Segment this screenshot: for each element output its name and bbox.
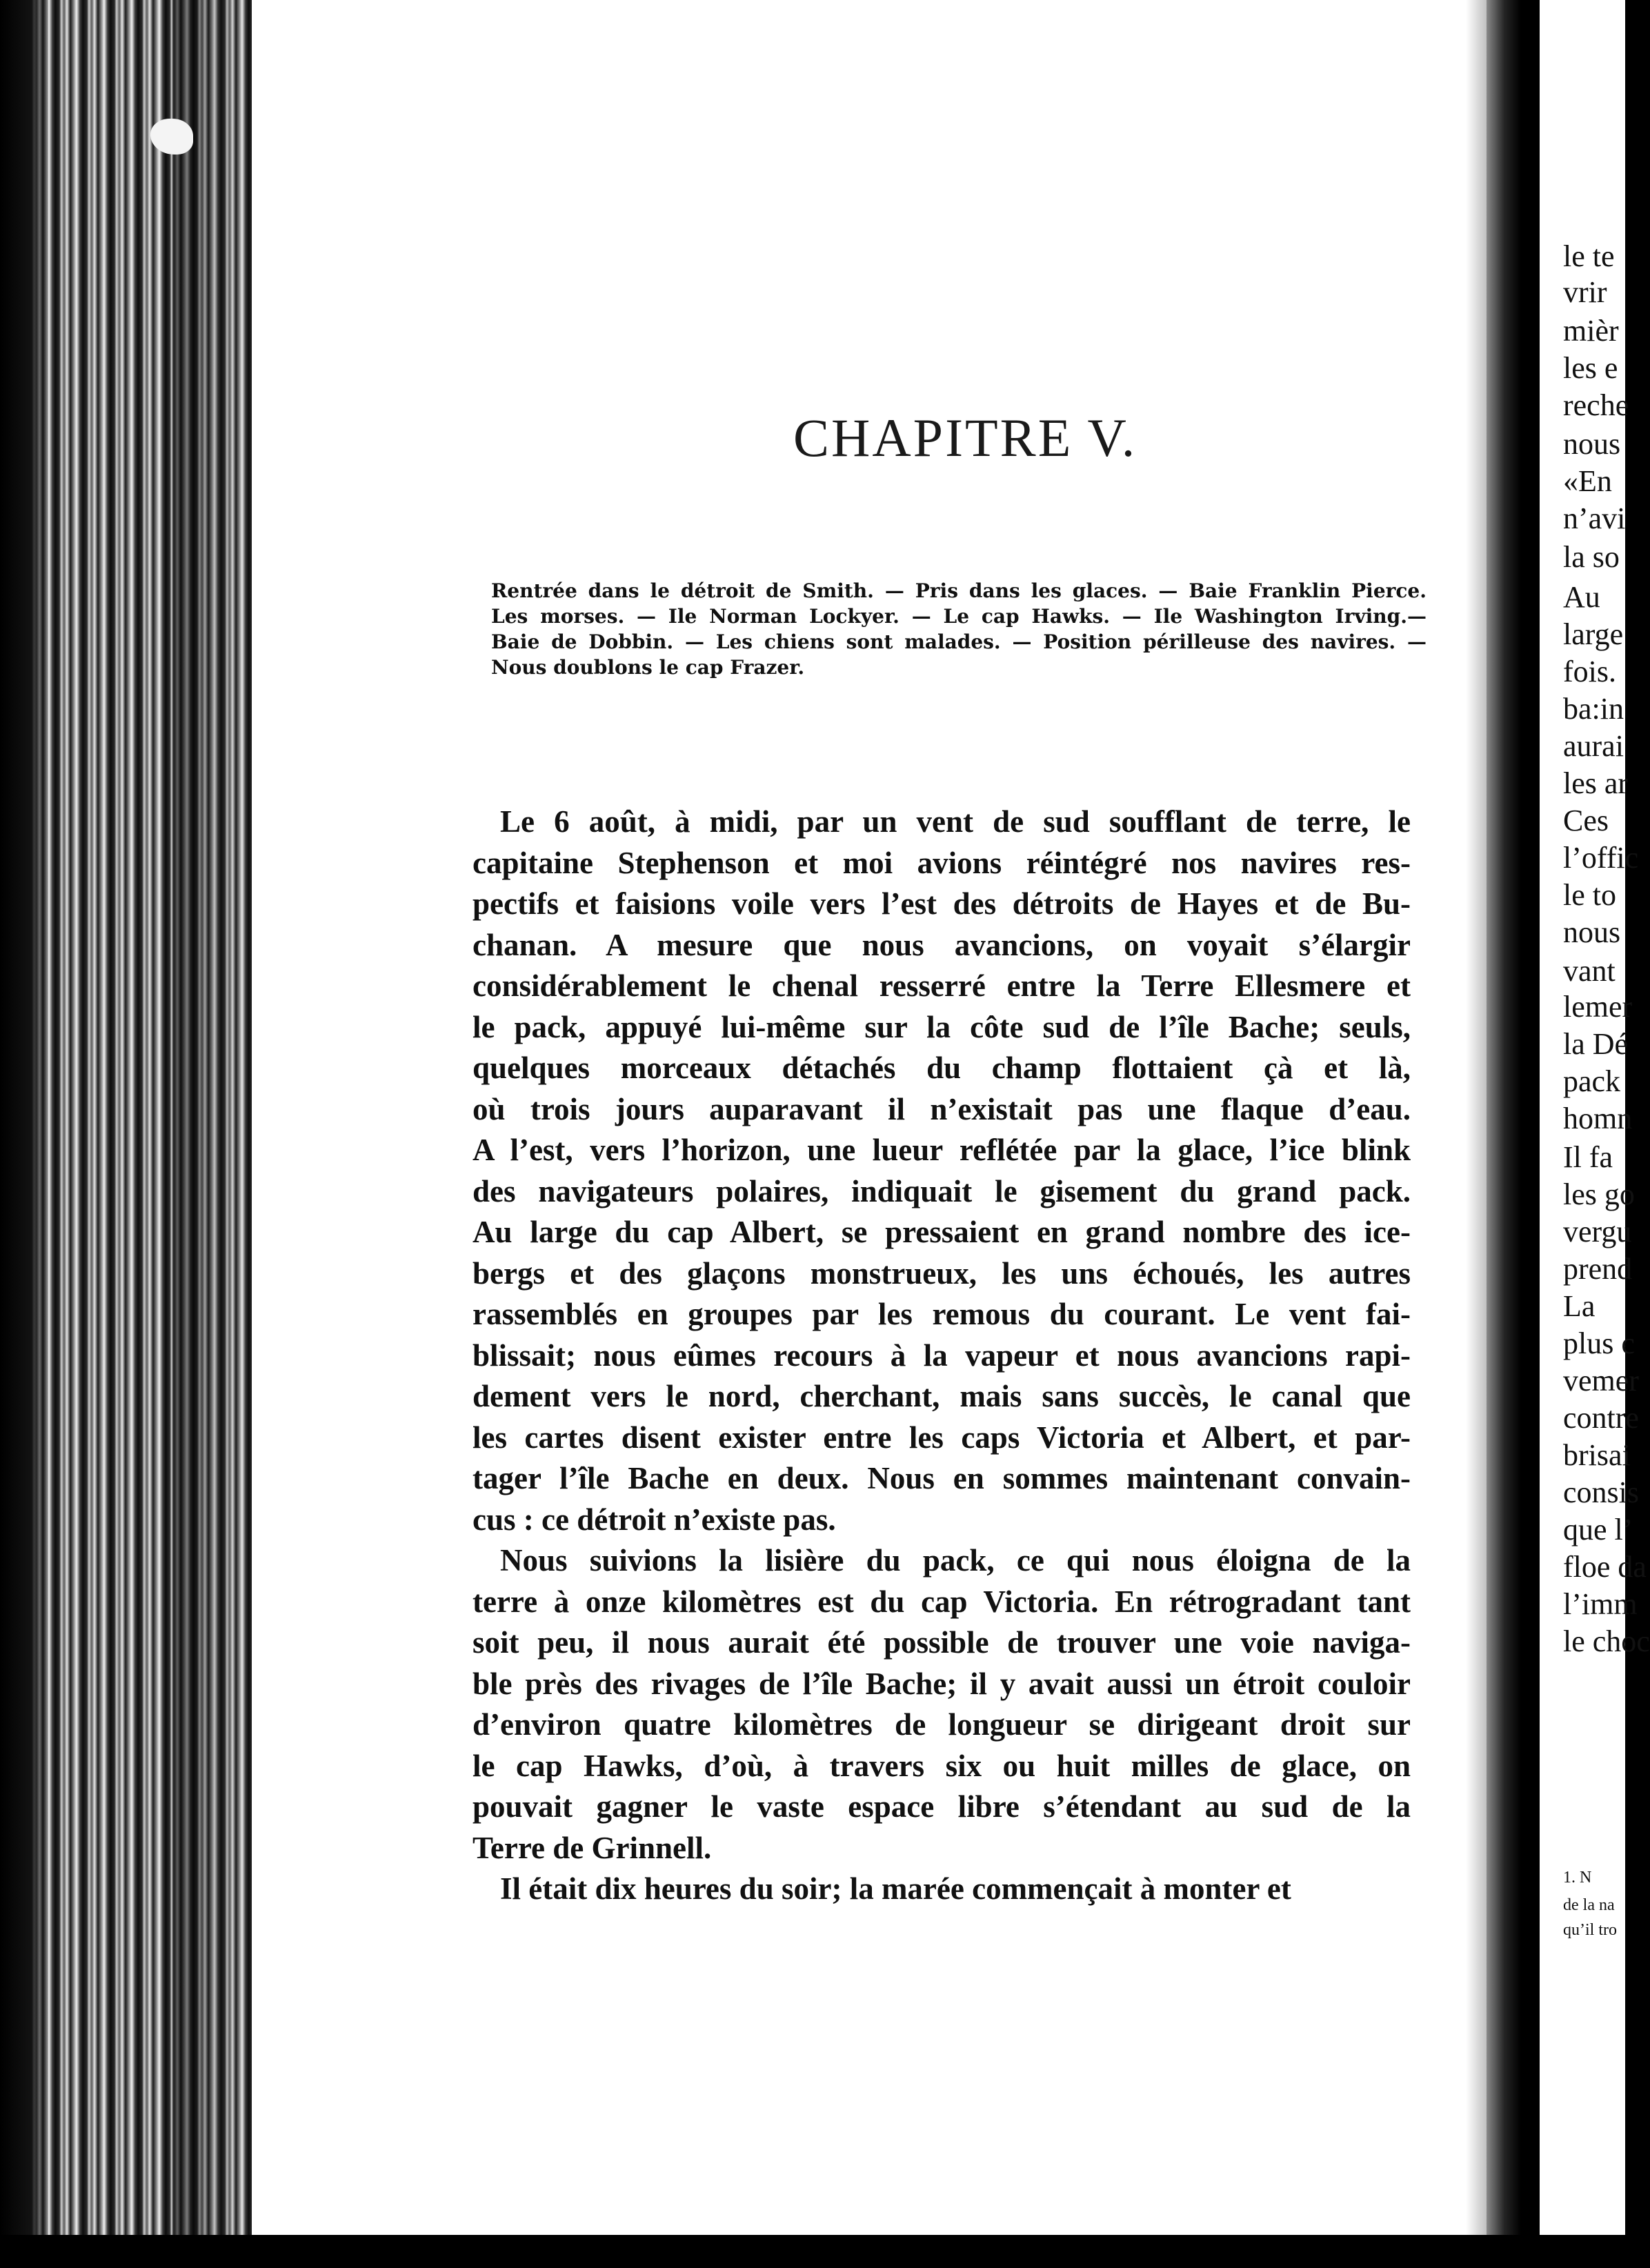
summary-line: Les morses. — Ile Norman Lockyer. — Le cap Hawks. — Ile Washington Irving.— (491, 605, 1427, 628)
right-page-line: l’offic (1563, 841, 1639, 875)
right-page-line: n’avi (1563, 501, 1626, 535)
right-page-line: vergu (1563, 1215, 1632, 1249)
body-line: d’environ quatre kilomètres de longueur se dirigeant droit sur (473, 1707, 1411, 1742)
body-line: blissait; nous eûmes recours à la vapeur et nous avancions rapi- (473, 1337, 1411, 1373)
right-page-line: le te (1563, 239, 1615, 273)
page-divider (1521, 0, 1542, 2268)
page-edge-shadow (1466, 0, 1521, 2268)
right-page-line: fois. (1563, 655, 1616, 688)
body-line: Au large du cap Albert, se pressaient en grand nombre des ice- (473, 1215, 1411, 1249)
body-line: où trois jours auparavant il n’existait pas une flaque d’eau. (473, 1091, 1411, 1126)
right-page-line: lemer (1563, 990, 1633, 1024)
right-page-line: large (1563, 617, 1624, 651)
right-page-line: la so (1563, 540, 1620, 574)
body-line: soit peu, il nous aurait été possible de trouver une voie naviga- (473, 1625, 1411, 1660)
body-line: Le 6 août, à midi, par un vent de sud soufflant de terre, le (500, 804, 1411, 839)
right-page-line: les e (1563, 351, 1618, 385)
summary-line: Baie de Dobbin. — Les chiens sont malades. — Position périlleuse des navires. — (491, 630, 1427, 653)
right-page-line: vant (1563, 954, 1616, 988)
right-page-line: vemer (1563, 1364, 1639, 1397)
body-line: cus : ce détroit n’existe pas. (473, 1502, 836, 1537)
body-line: des navigateurs polaires, indiquait le gisement du grand pack. (473, 1173, 1411, 1208)
right-page-line: «En (1563, 464, 1612, 498)
right-page-line: brisai (1563, 1438, 1631, 1472)
right-page-note-line: 1. N (1563, 1869, 1592, 1887)
summary-line: Rentrée dans le détroit de Smith. — Pris dans les glaces. — Baie Franklin Pierce. (491, 579, 1427, 602)
summary-line: Nous doublons le cap Frazer. (491, 656, 805, 679)
right-page-line: nous (1563, 427, 1621, 461)
right-page-line: reche (1563, 388, 1629, 422)
right-page-line: la Dé (1563, 1027, 1629, 1061)
right-page-line: aurai (1563, 729, 1624, 763)
right-page-line: Au (1563, 580, 1600, 614)
body-line: ble près des rivages de l’île Bache; il y avait aussi un étroit couloir (473, 1666, 1411, 1701)
right-page-line: vrir (1563, 275, 1607, 309)
right-page-line: que l’ (1563, 1513, 1633, 1546)
body-text (473, 802, 1411, 1910)
right-page-line: La (1563, 1289, 1596, 1323)
body-line: tager l’île Bache en deux. Nous en sommes maintenant convain- (473, 1461, 1411, 1495)
body-line: bergs et des glaçons monstrueux, les uns échoués, les autres (473, 1255, 1411, 1291)
right-page-line: floe da (1563, 1550, 1647, 1584)
body-line: Nous suivions la lisière du pack, ce qui nous éloigna de la (500, 1543, 1411, 1578)
right-page-line: les go (1563, 1177, 1635, 1211)
gutter-fade (172, 0, 252, 2268)
chapter-summary (491, 578, 1427, 680)
right-page-line: Il fa (1563, 1140, 1613, 1174)
body-line: pectifs et faisions voile vers l’est des détroits de Hayes et de Bu- (473, 886, 1411, 921)
body-line: le pack, appuyé lui-même sur la côte sud de l’île Bache; seuls, (473, 1009, 1411, 1044)
chapter-title: CHAPITRE V. (793, 408, 1137, 468)
body-line: terre à onze kilomètres est du cap Victoria. En rétrogradant tant (473, 1584, 1411, 1619)
right-page-line: le to (1563, 878, 1616, 912)
right-page-line: nous (1563, 915, 1621, 949)
right-page-line: les ar (1563, 766, 1629, 800)
body-line: dement vers le nord, cherchant, mais sans succès, le canal que (473, 1379, 1411, 1413)
right-page-line: Ces (1563, 804, 1609, 837)
right-page-line: mièr (1563, 314, 1619, 348)
right-page-line: contre (1563, 1401, 1639, 1435)
right-page-note-line: qu’il tro (1563, 1921, 1617, 1939)
right-page-line: prend (1563, 1252, 1633, 1286)
gutter-shadow (0, 0, 48, 2268)
body-line: Il était dix heures du soir; la marée commençait à monter et (500, 1871, 1291, 1906)
right-page-line: le choc (1563, 1624, 1650, 1658)
right-page-note-line: de la na (1563, 1896, 1615, 1914)
right-page-line: plus c (1563, 1326, 1635, 1360)
right-page-line: pack (1563, 1064, 1621, 1098)
body-line: le cap Hawks, d’où, à travers six ou huit milles de glace, on (473, 1748, 1411, 1783)
right-page-line: homn (1563, 1102, 1633, 1135)
body-line: les cartes disent exister entre les caps Victoria et Albert, et par- (473, 1420, 1411, 1455)
body-line: A l’est, vers l’horizon, une lueur reflétée par la glace, l’ice blink (473, 1133, 1411, 1167)
body-line: capitaine Stephenson et moi avions réintégré nos navires res- (473, 845, 1411, 880)
body-line: considérablement le chenal resserré entre la Terre Ellesmere et (473, 968, 1411, 1003)
body-line: chanan. A mesure que nous avancions, on voyait s’élargir (473, 927, 1411, 962)
body-line: quelques morceaux détachés du champ flottaient çà et là, (473, 1051, 1411, 1085)
body-line: rassemblés en groupes par les remous du courant. Le vent fai- (473, 1297, 1411, 1331)
body-line: pouvait gagner le vaste espace libre s’étendant au sud de la (473, 1789, 1411, 1824)
right-page-line: ba:in (1563, 692, 1624, 726)
body-line: Terre de Grinnell. (473, 1830, 712, 1865)
right-page-line: l’imm (1563, 1587, 1638, 1621)
right-page-fragment (1540, 0, 1650, 2268)
scan-border-bottom (0, 2235, 1625, 2268)
right-page-line: consis (1563, 1475, 1639, 1509)
